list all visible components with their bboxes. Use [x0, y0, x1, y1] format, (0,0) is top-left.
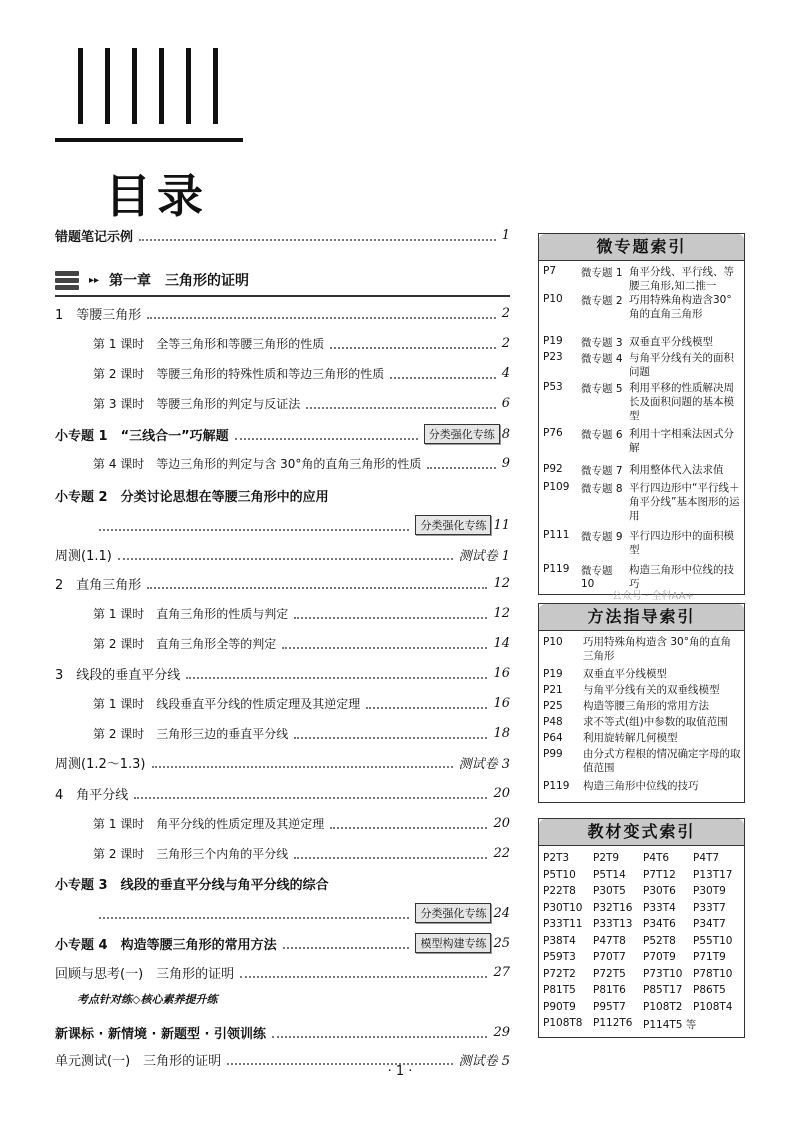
toc-entry[interactable]: [55, 223, 510, 247]
micro-topic-page: P7: [543, 265, 557, 277]
textbook-variant-item[interactable]: P108T8: [543, 1017, 583, 1029]
toc-entry[interactable]: [55, 601, 510, 625]
toc-entry-label: 第 4 课时 等边三角形的判定与含 30°角的直角三角形的性质: [93, 456, 422, 471]
textbook-variant-item[interactable]: P114T5 等: [643, 1019, 697, 1031]
toc-entry[interactable]: [55, 661, 510, 685]
method-desc: 构造三角形中位线的技巧: [583, 780, 699, 792]
micro-topic-page: P53: [543, 381, 563, 393]
micro-topic-desc: 双垂直平分线模型: [629, 336, 713, 348]
textbook-variant-item[interactable]: P95T7: [593, 1000, 626, 1013]
exercise-badge: 分类强化专练: [415, 515, 491, 535]
micro-topic-number: 微专题 7: [581, 465, 623, 477]
toc-entry[interactable]: [55, 901, 510, 925]
micro-topic-page: P76: [543, 427, 563, 439]
toc-entry-page: 22: [493, 845, 510, 861]
textbook-variant-item[interactable]: P30T10: [543, 901, 583, 914]
textbook-variant-item[interactable]: P30T5: [593, 885, 626, 897]
chapter-rule: [55, 295, 510, 297]
toc-entry-label: 小专题 1 “三线合一”巧解题: [55, 428, 229, 444]
method-page: P64: [543, 732, 563, 744]
toc-entry-page: 27: [493, 964, 510, 980]
micro-topic-number: 微专题 10: [581, 565, 613, 590]
textbook-variant-item[interactable]: P71T9: [693, 951, 726, 963]
toc-entry[interactable]: [55, 781, 510, 805]
method-page: P48: [543, 716, 563, 728]
leader-dots: [118, 549, 453, 560]
toc-entry-label: 周测(1.2～1.3): [55, 756, 146, 772]
leader-dots: [147, 578, 487, 589]
method-index-title: 方法指导索引: [539, 604, 744, 631]
micro-topic-number: 微专题 5: [581, 383, 623, 395]
leader-dots: [186, 668, 487, 679]
textbook-variant-item[interactable]: P38T4: [543, 934, 576, 947]
leader-dots: [227, 1054, 452, 1065]
textbook-variant-item[interactable]: P73T10: [643, 967, 683, 980]
toc-entry[interactable]: [55, 331, 510, 355]
textbook-variant-item[interactable]: P85T17: [643, 984, 683, 996]
micro-topic-desc: 构造三角形中位线的技巧: [629, 564, 734, 590]
method-page: P21: [543, 684, 563, 696]
toc-entry[interactable]: [55, 361, 510, 385]
toc-entry[interactable]: [55, 960, 510, 984]
toc-entry-label: 4 角平分线: [55, 787, 129, 803]
exercise-badge: 分类强化专练: [424, 424, 500, 444]
toc-entry-page: 9: [501, 455, 510, 471]
toc-entry-page: 1: [501, 227, 510, 243]
toc-entry-page: 29: [493, 1024, 510, 1040]
toc-entry[interactable]: [55, 871, 510, 895]
textbook-variant-item[interactable]: P4T7: [693, 852, 720, 864]
textbook-variant-item[interactable]: P5T10: [543, 868, 576, 881]
toc-entry-label: 周测(1.1): [55, 548, 112, 564]
toc-entry[interactable]: [55, 721, 510, 745]
textbook-variant-item[interactable]: P34T6: [643, 918, 676, 930]
method-page: P19: [543, 668, 563, 680]
toc-entry-page: 16: [493, 665, 510, 681]
textbook-variant-item[interactable]: P81T6: [593, 984, 626, 996]
leader-dots: [134, 788, 487, 799]
micro-topic-number: 微专题 9: [581, 531, 623, 543]
toc-entry-page: 16: [493, 695, 510, 711]
leader-dots: [330, 818, 487, 829]
method-desc: 与角平分线有关的双垂线模型: [583, 684, 720, 696]
toc-entry[interactable]: [55, 422, 510, 446]
textbook-variant-item[interactable]: P33T4: [643, 901, 676, 914]
toc-entry-label: 第 1 课时 线段垂直平分线的性质定理及其逆定理: [93, 696, 361, 711]
toc-entry[interactable]: [55, 841, 510, 865]
micro-topic-desc: 平行四边形中的面积模型: [629, 530, 734, 556]
watermark: 公众号 · 全科AA+: [612, 591, 694, 602]
toc-entry[interactable]: [55, 483, 510, 507]
textbook-variant-index-panel: [538, 818, 745, 1038]
leader-dots: [99, 908, 409, 919]
toc-entry-label: 第 1 课时 角平分线的性质定理及其逆定理: [93, 816, 325, 831]
textbook-variant-item[interactable]: P108T4: [693, 1000, 733, 1013]
leader-dots: [294, 608, 487, 619]
textbook-variant-item[interactable]: P78T10: [693, 967, 733, 980]
micro-topic-page: P109: [543, 481, 570, 493]
leader-dots: [147, 308, 495, 319]
toc-entry-page: 2: [501, 305, 510, 321]
toc-entry-label: 小专题 3 线段的垂直平分线与角平分线的综合: [55, 877, 329, 893]
toc-entry-label: 第 3 课时 等腰三角形的判定与反证法: [93, 396, 301, 411]
chapter-heading[interactable]: [55, 266, 510, 294]
micro-topic-page: P19: [543, 335, 563, 347]
toc-entry[interactable]: [55, 750, 510, 774]
toc-entry-label: 第 1 课时 全等三角形和等腰三角形的性质: [93, 336, 325, 351]
leader-dots: [330, 338, 495, 349]
toc-entry-label: 小专题 4 构造等腰三角形的常用方法: [55, 937, 277, 953]
micro-topic-index-panel: [538, 233, 745, 595]
micro-topic-index-title: 微专题索引: [539, 234, 744, 261]
micro-topic-number: 微专题 8: [581, 483, 623, 495]
leader-dots: [240, 967, 487, 978]
toc-entry-label: 第 2 课时 三角形三边的垂直平分线: [93, 726, 289, 741]
toc-entry-label: 第 1 课时 直角三角形的性质与判定: [93, 606, 289, 621]
toc-entry-page: 6: [501, 395, 510, 411]
toc-entry-label: 新课标 · 新情境 · 新题型 · 引领训练: [55, 1026, 266, 1042]
textbook-variant-item[interactable]: P22T8: [543, 885, 576, 897]
toc-entry[interactable]: [55, 811, 510, 835]
method-desc: 构造等腰三角形的常用方法: [583, 700, 709, 712]
textbook-variant-item[interactable]: P5T14: [593, 868, 626, 881]
textbook-variant-item[interactable]: P72T5: [593, 967, 626, 980]
textbook-variant-item[interactable]: P33T13: [593, 918, 633, 930]
toc-entry[interactable]: [55, 631, 510, 655]
method-page: P119: [543, 780, 570, 792]
toc-entry-label: 1 等腰三角形: [55, 307, 142, 323]
leader-dots: [282, 638, 487, 649]
textbook-variant-item[interactable]: P2T3: [543, 852, 570, 864]
method-page: P10: [543, 636, 563, 648]
method-page: P99: [543, 748, 563, 760]
textbook-variant-item[interactable]: P32T16: [593, 901, 633, 914]
page-number: · 1 ·: [387, 1064, 413, 1079]
leader-dots: [235, 429, 418, 440]
toc-entry-page: 25: [493, 935, 510, 951]
toc-entry-page: 8: [501, 426, 510, 442]
leader-dots: [294, 848, 487, 859]
leader-dots: [294, 728, 487, 739]
micro-topic-desc: 利用平移的性质解决周长及面积问题的基本模型: [629, 382, 734, 422]
toc-entry-page: 12: [493, 605, 510, 621]
toc-entry-page: 18: [493, 725, 510, 741]
toc-entry-page: 2: [501, 335, 510, 351]
micro-topic-page: P111: [543, 529, 570, 541]
method-desc: 利用旋转解几何模型: [583, 732, 678, 744]
toc-entry[interactable]: [55, 513, 510, 537]
textbook-variant-item[interactable]: P72T2: [543, 967, 576, 980]
leader-dots: [427, 458, 495, 469]
method-desc: 巧用特殊角构造含 30°角的直角三角形: [583, 636, 731, 662]
micro-topic-number: 微专题 1: [581, 267, 623, 279]
toc-entry[interactable]: [55, 931, 510, 955]
exercise-badge: 模型构建专练: [415, 933, 491, 953]
textbook-variant-item[interactable]: P30T6: [643, 885, 676, 897]
header-bars: [78, 48, 238, 124]
textbook-variant-item[interactable]: P33T11: [543, 918, 583, 930]
textbook-variant-item[interactable]: P59T3: [543, 951, 576, 963]
toc-entry[interactable]: [55, 571, 510, 595]
method-desc: 双垂直平分线模型: [583, 668, 667, 680]
textbook-variant-item[interactable]: P33T7: [693, 901, 726, 914]
micro-topic-desc: 平行四边形中“平行线＋角平分线”基本图形的运用: [629, 482, 740, 522]
textbook-variant-item[interactable]: P13T17: [693, 868, 733, 881]
toc-entry-page: 测试卷 5: [458, 1053, 510, 1069]
toc-entry-label: 第 2 课时 三角形三个内角的平分线: [93, 846, 289, 861]
leader-dots: [283, 938, 410, 949]
leader-dots: [366, 698, 487, 709]
textbook-variant-item[interactable]: P30T9: [693, 885, 726, 897]
toc-entry-page: 24: [493, 905, 510, 921]
textbook-variant-item[interactable]: P108T2: [643, 1000, 683, 1013]
micro-topic-desc: 利用十字相乘法因式分解: [629, 428, 734, 454]
micro-topic-desc: 巧用特殊角构造含30°角的直角三角形: [629, 294, 732, 320]
textbook-variant-item[interactable]: P4T6: [643, 852, 670, 864]
textbook-variant-item[interactable]: P70T7: [593, 951, 626, 963]
toc-entry[interactable]: [55, 691, 510, 715]
toc-entry-label: 3 线段的垂直平分线: [55, 667, 181, 683]
micro-topic-page: P92: [543, 463, 563, 475]
leader-dots: [306, 398, 495, 409]
toc-entry[interactable]: [55, 391, 510, 415]
toc-entry[interactable]: [55, 451, 510, 475]
toc-entry-page: 测试卷 3: [458, 756, 510, 772]
book-stack-icon: [55, 269, 83, 291]
toc-entry-label: 小专题 2 分类讨论思想在等腰三角形中的应用: [55, 489, 329, 505]
toc-entry-label: 2 直角三角形: [55, 577, 142, 593]
textbook-variant-item[interactable]: P52T8: [643, 934, 676, 947]
section-subheading: 考点针对练◇核心素养提升练: [77, 993, 218, 1006]
micro-topic-page: P10: [543, 293, 563, 305]
toc-entry[interactable]: [55, 301, 510, 325]
toc-entry-page: 14: [493, 635, 510, 651]
chapter-title: 第一章 三角形的证明: [109, 273, 250, 289]
toc-entry-label: 错题笔记示例: [55, 229, 134, 245]
textbook-variant-item[interactable]: P112T6: [593, 1017, 633, 1029]
micro-topic-page: P23: [543, 351, 563, 363]
micro-topic-number: 微专题 2: [581, 295, 623, 307]
toc-entry-page: 11: [493, 517, 510, 533]
textbook-variant-index-title: 教材变式索引: [539, 819, 744, 846]
method-desc: 由分式方程根的情况确定字母的取值范围: [583, 748, 741, 774]
toc-entry-page: 12: [493, 575, 510, 591]
micro-topic-desc: 角平分线、平行线、等腰三角形,知二推一: [629, 266, 734, 292]
textbook-variant-item[interactable]: P47T8: [593, 934, 626, 947]
textbook-variant-item[interactable]: P70T9: [643, 951, 676, 963]
leader-dots: [139, 230, 496, 241]
micro-topic-desc: 利用整体代入法求值: [629, 464, 724, 476]
exercise-badge: 分类强化专练: [415, 903, 491, 923]
toc-entry-label: 单元测试(一) 三角形的证明: [55, 1053, 222, 1069]
micro-topic-number: 微专题 4: [581, 353, 623, 365]
toc-entry-page: 20: [493, 815, 510, 831]
toc-entry[interactable]: [55, 542, 510, 566]
textbook-variant-item[interactable]: P7T12: [643, 868, 676, 881]
toc-entry-page: 20: [493, 785, 510, 801]
leader-dots: [390, 368, 495, 379]
toc-entry-label: 第 2 课时 直角三角形全等的判定: [93, 636, 277, 651]
leader-dots: [272, 1027, 487, 1038]
textbook-variant-item[interactable]: P34T7: [693, 918, 726, 930]
header-rule: [55, 138, 243, 142]
toc-entry-label: 第 2 课时 等腰三角形的特殊性质和等边三角形的性质: [93, 366, 385, 381]
textbook-variant-item[interactable]: P2T9: [593, 852, 620, 864]
textbook-variant-item[interactable]: P86T5: [693, 984, 726, 996]
micro-topic-number: 微专题 6: [581, 429, 623, 441]
micro-topic-desc: 与角平分线有关的面积问题: [629, 352, 734, 378]
toc-entry[interactable]: [55, 1020, 510, 1044]
micro-topic-number: 微专题 3: [581, 337, 623, 349]
toc-entry-page: 测试卷 1: [458, 548, 510, 564]
leader-dots: [152, 757, 453, 768]
micro-topic-page: P119: [543, 563, 570, 575]
arrow-icon: ▸▸: [89, 274, 100, 286]
textbook-variant-item[interactable]: P81T5: [543, 984, 576, 996]
leader-dots: [99, 520, 409, 531]
method-page: P25: [543, 700, 563, 712]
toc-entry-label: 回顾与思考(一) 三角形的证明: [55, 966, 235, 982]
method-index-panel: [538, 603, 745, 803]
toc-entry-page: 4: [501, 365, 510, 381]
textbook-variant-item[interactable]: P55T10: [693, 934, 733, 947]
textbook-variant-item[interactable]: P90T9: [543, 1000, 576, 1013]
method-desc: 求不等式(组)中参数的取值范围: [583, 716, 728, 728]
page-title: 目录: [105, 169, 209, 223]
